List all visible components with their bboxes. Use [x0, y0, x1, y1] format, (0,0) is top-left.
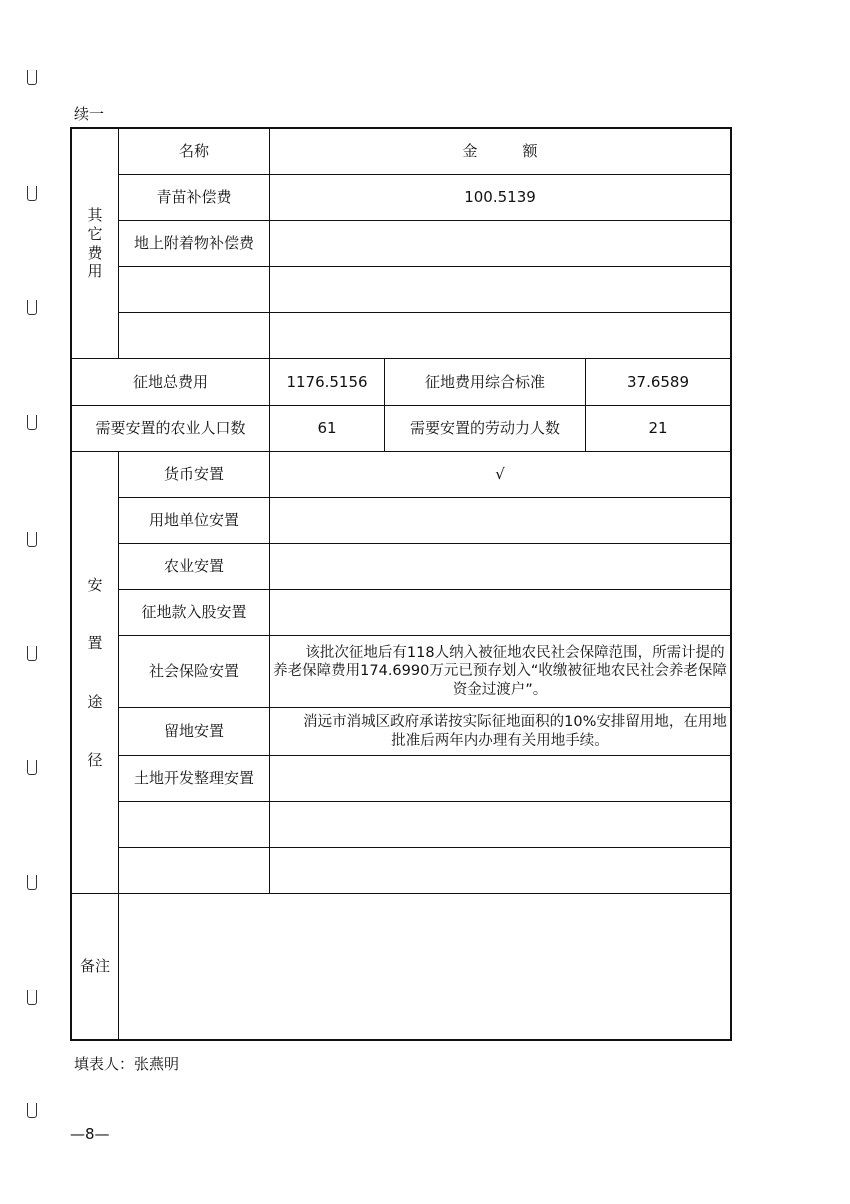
remarks-label: 备注: [72, 894, 119, 1040]
resettlement-type: 土地开发整理安置: [119, 756, 270, 802]
resettlement-type: 征地款入股安置: [119, 590, 270, 636]
resettlement-type: [119, 802, 270, 848]
fee-amount: [270, 221, 731, 267]
resettlement-content: 消远市消城区政府承诺按实际征地面积的10%安排留用地，在用地批准后两年内办理有关用地手续。: [270, 708, 731, 756]
resettlement-content: [270, 590, 731, 636]
binding-mark: [27, 186, 37, 201]
binding-mark: [27, 300, 37, 315]
binding-mark: [27, 760, 37, 775]
resettlement-content: [270, 756, 731, 802]
resettlement-type: 货币安置: [119, 452, 270, 498]
continuation-label: 续一: [74, 105, 105, 123]
col-amount-header: 金 额: [270, 129, 731, 175]
binding-mark: [27, 646, 37, 661]
fee-name: [119, 267, 270, 313]
binding-mark: [27, 70, 37, 85]
resettlement-type: 用地单位安置: [119, 498, 270, 544]
resettlement-group-label: 安 置 途 径: [72, 452, 119, 894]
binding-mark: [27, 990, 37, 1005]
agri-population-label: 需要安置的农业人口数: [72, 406, 270, 452]
resettlement-type: 农业安置: [119, 544, 270, 590]
binding-mark: [27, 415, 37, 430]
resettlement-type: 留地安置: [119, 708, 270, 756]
agri-population-value: 61: [270, 406, 385, 452]
binding-mark: [27, 1103, 37, 1118]
total-fee-label: 征地总费用: [72, 359, 270, 406]
resettlement-content: [270, 544, 731, 590]
resettlement-content: [270, 848, 731, 894]
total-fee-value: 1176.5156: [270, 359, 385, 406]
fee-name: 青苗补偿费: [119, 175, 270, 221]
resettlement-content: [270, 498, 731, 544]
filler-label: 填表人：张燕明: [74, 1055, 180, 1073]
other-fees-group-label: 其 它 费 用: [72, 129, 119, 359]
fee-amount: [270, 267, 731, 313]
fee-standard-label: 征地费用综合标准: [385, 359, 586, 406]
land-acquisition-table: [71, 128, 731, 1040]
fee-standard-value: 37.6589: [586, 359, 731, 406]
resettlement-content: [270, 802, 731, 848]
resettlement-type: 社会保险安置: [119, 636, 270, 708]
labor-count-label: 需要安置的劳动力人数: [385, 406, 586, 452]
binding-mark: [27, 532, 37, 547]
page-number: —8—: [70, 1125, 110, 1143]
fee-name: 地上附着物补偿费: [119, 221, 270, 267]
resettlement-content-checkmark: √: [270, 452, 731, 498]
resettlement-type: [119, 848, 270, 894]
fee-amount: [270, 313, 731, 359]
binding-mark: [27, 875, 37, 890]
labor-count-value: 21: [586, 406, 731, 452]
fee-amount: 100.5139: [270, 175, 731, 221]
col-name-header: 名称: [119, 129, 270, 175]
resettlement-content: 该批次征地后有118人纳入被征地农民社会保障范围，所需计提的养老保障费用174.6990万元已预存划入“收缴被征地农民社会养老保障资金过渡户”。: [270, 636, 731, 708]
fee-name: [119, 313, 270, 359]
remarks-content: [119, 894, 731, 1040]
